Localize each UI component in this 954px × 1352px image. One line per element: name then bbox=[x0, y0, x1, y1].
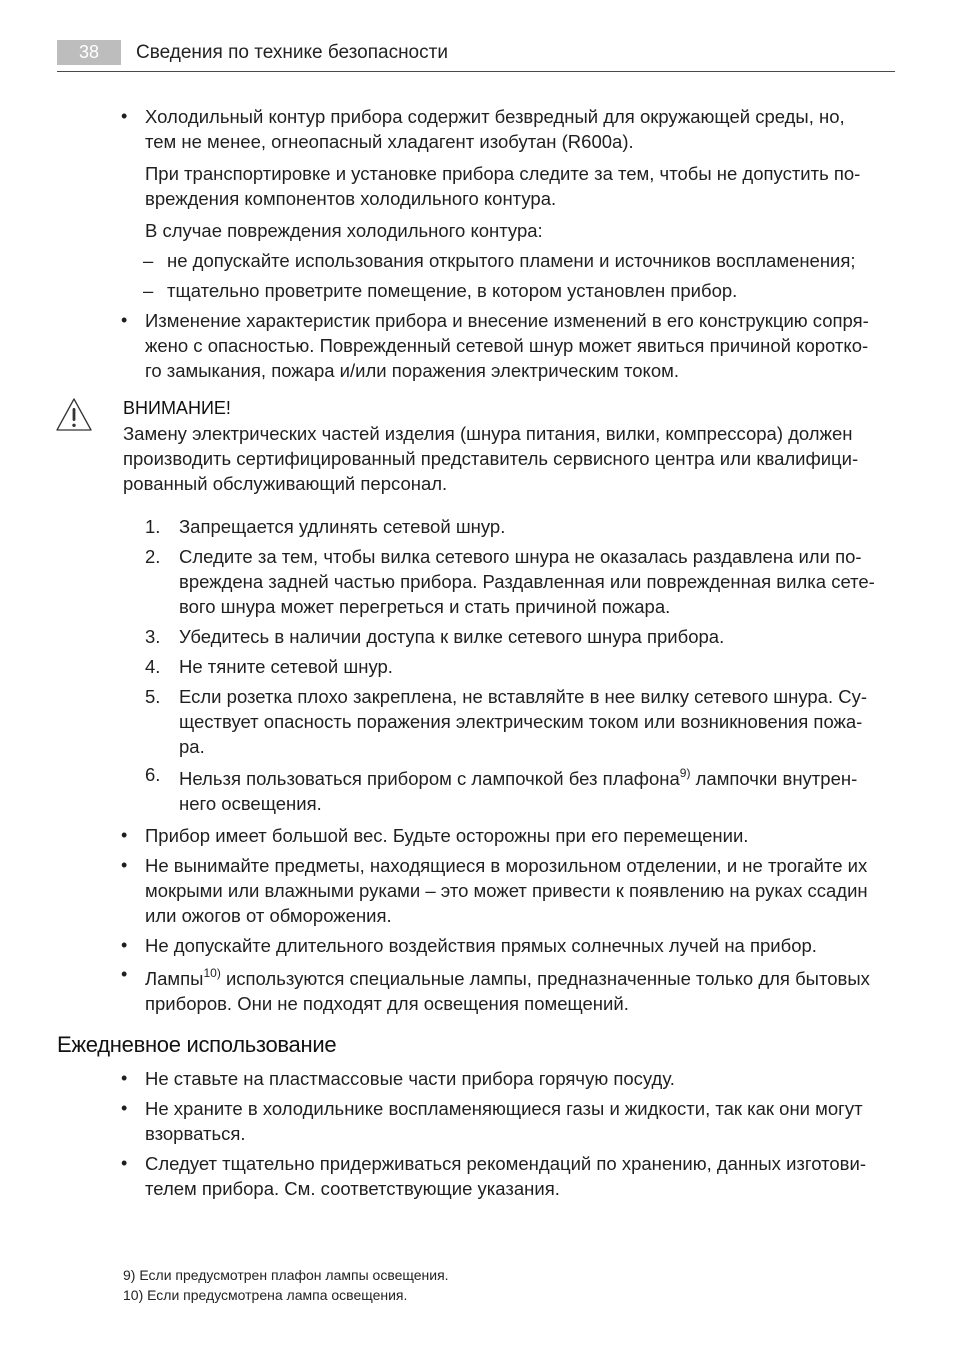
bullet-marker: • bbox=[121, 935, 128, 955]
text-line: вреждена задней частью прибора. Раздавленная или поврежденная вилка сете- bbox=[179, 571, 875, 592]
text-line bbox=[179, 766, 857, 791]
bullet-marker: • bbox=[121, 310, 128, 330]
bullet-text bbox=[145, 1096, 863, 1146]
item-text bbox=[179, 514, 505, 539]
bullet-text: Не ставьте на пластмассовые части прибора горячую посуду. bbox=[145, 1068, 675, 1089]
text-line: или ожогов от обморожения. bbox=[145, 905, 392, 926]
text-line: производить сертифицированный представитель сервисного центра или квалифици- bbox=[123, 448, 859, 469]
footnote-ref[interactable]: 9) bbox=[679, 766, 691, 780]
text-line bbox=[145, 966, 870, 991]
header-title: Сведения по технике безопасности bbox=[136, 42, 448, 63]
text-line: Не храните в холодильнике воспламеняющиеся газы и жидкости, так как они могут bbox=[145, 1098, 863, 1119]
warning-title: ВНИМАНИЕ! bbox=[123, 398, 231, 418]
text-line: рованный обслуживающий персонал. bbox=[123, 473, 448, 494]
bullet-text: Не допускайте длительного воздействия прямых солнечных лучей на прибор. bbox=[145, 935, 817, 956]
text-segment: Нельзя пользоваться прибором с лампочкой без плафона bbox=[179, 768, 680, 789]
dash-text: не допускайте использования открытого пламени и источников воспламенения; bbox=[167, 250, 856, 271]
text-line: Не вынимайте предметы, находящиеся в морозильном отделении, и не трогайте их bbox=[145, 855, 868, 876]
text-segment: лампочки внутрен- bbox=[690, 768, 858, 789]
text-line: ра. bbox=[179, 736, 205, 757]
item-number: 3. bbox=[145, 626, 161, 647]
text-segment: используются специальные лампы, предназначенные только для бытовых bbox=[220, 968, 870, 989]
text-line: вого шнура может перегреться и стать причиной пожара. bbox=[179, 596, 671, 617]
paragraph bbox=[145, 161, 860, 211]
bullet-text bbox=[145, 853, 868, 928]
item-text bbox=[179, 654, 393, 679]
footnote-ref[interactable]: 10) bbox=[203, 966, 221, 980]
text-line: тем не менее, огнеопасный хладагент изобутан (R600a). bbox=[145, 131, 634, 152]
bullet-marker: • bbox=[121, 1068, 128, 1088]
text-segment: Лампы bbox=[145, 968, 204, 989]
text-line: Следует тщательно придерживаться рекомендаций по хранению, данных изготови- bbox=[145, 1153, 866, 1174]
bullet-text bbox=[145, 1151, 866, 1201]
bullet-text bbox=[145, 308, 869, 383]
item-text bbox=[179, 544, 875, 619]
text-line: приборов. Они не подходят для освещения помещений. bbox=[145, 993, 629, 1014]
text-line: При транспортировке и установке прибора следите за тем, чтобы не допустить по- bbox=[145, 163, 861, 184]
item-text bbox=[179, 684, 867, 759]
dash-text: тщательно проветрите помещение, в котором установлен прибор. bbox=[167, 280, 738, 301]
page-number: 38 bbox=[57, 40, 121, 65]
warning-triangle-icon bbox=[55, 397, 93, 432]
text-line: Замену электрических частей изделия (шнура питания, вилки, компрессора) должен bbox=[123, 423, 853, 444]
text-line: Не тяните сетевой шнур. bbox=[179, 656, 393, 677]
bullet-marker: • bbox=[121, 855, 128, 875]
bullet-marker: • bbox=[121, 1098, 128, 1118]
text-line: взорваться. bbox=[145, 1123, 246, 1144]
section-heading: Ежедневное использование bbox=[57, 1032, 337, 1057]
text-line: ществует опасность поражения электрическим током или возникновения пожа- bbox=[179, 711, 863, 732]
text-line: Запрещается удлинять сетевой шнур. bbox=[179, 516, 506, 537]
item-number: 2. bbox=[145, 546, 161, 567]
text-line: Следите за тем, чтобы вилка сетевого шнура не оказалась раздавлена или по- bbox=[179, 546, 862, 567]
warning-text bbox=[123, 421, 858, 496]
footnote-10: 10) Если предусмотрена лампа освещения. bbox=[123, 1287, 408, 1303]
text-line: Если розетка плохо закреплена, не вставляйте в нее вилку сетевого шнура. Су- bbox=[179, 686, 868, 707]
item-number: 6. bbox=[145, 764, 161, 785]
text-line: Холодильный контур прибора содержит безвредный для окружающей среды, но, bbox=[145, 106, 845, 127]
text-line: Убедитесь в наличии доступа к вилке сетевого шнура прибора. bbox=[179, 626, 725, 647]
text-line: Изменение характеристик прибора и внесение изменений в его конструкцию сопря- bbox=[145, 310, 869, 331]
page-header bbox=[57, 40, 895, 72]
bullet-marker: • bbox=[121, 106, 128, 126]
item-number: 1. bbox=[145, 516, 161, 537]
text-line: телем прибора. См. соответствующие указания. bbox=[145, 1178, 560, 1199]
bullet-marker: • bbox=[121, 825, 128, 845]
item-number: 4. bbox=[145, 656, 161, 677]
item-text bbox=[179, 766, 857, 816]
bullet-text bbox=[145, 104, 845, 154]
item-number: 5. bbox=[145, 686, 161, 707]
bullet-text: Прибор имеет большой вес. Будьте осторожны при его перемещении. bbox=[145, 825, 749, 846]
paragraph: В случае повреждения холодильного контура: bbox=[145, 220, 543, 241]
item-text bbox=[179, 624, 724, 649]
text-line: жено с опасностью. Поврежденный сетевой шнур может явиться причиной коротко- bbox=[145, 335, 869, 356]
bullet-text bbox=[145, 966, 870, 1016]
text-line: мокрыми или влажными руками – это может привести к появлению на руках ссадин bbox=[145, 880, 868, 901]
text-line: него освещения. bbox=[179, 793, 322, 814]
footnote-9: 9) Если предусмотрен плафон лампы освещения. bbox=[123, 1267, 449, 1283]
text-line: вреждения компонентов холодильного контура. bbox=[145, 188, 557, 209]
bullet-marker: • bbox=[121, 1153, 128, 1173]
text-line: го замыкания, пожара и/или поражения электрическим током. bbox=[145, 360, 679, 381]
dash-marker: – bbox=[143, 280, 154, 301]
bullet-marker: • bbox=[121, 964, 128, 984]
dash-marker: – bbox=[143, 250, 154, 271]
